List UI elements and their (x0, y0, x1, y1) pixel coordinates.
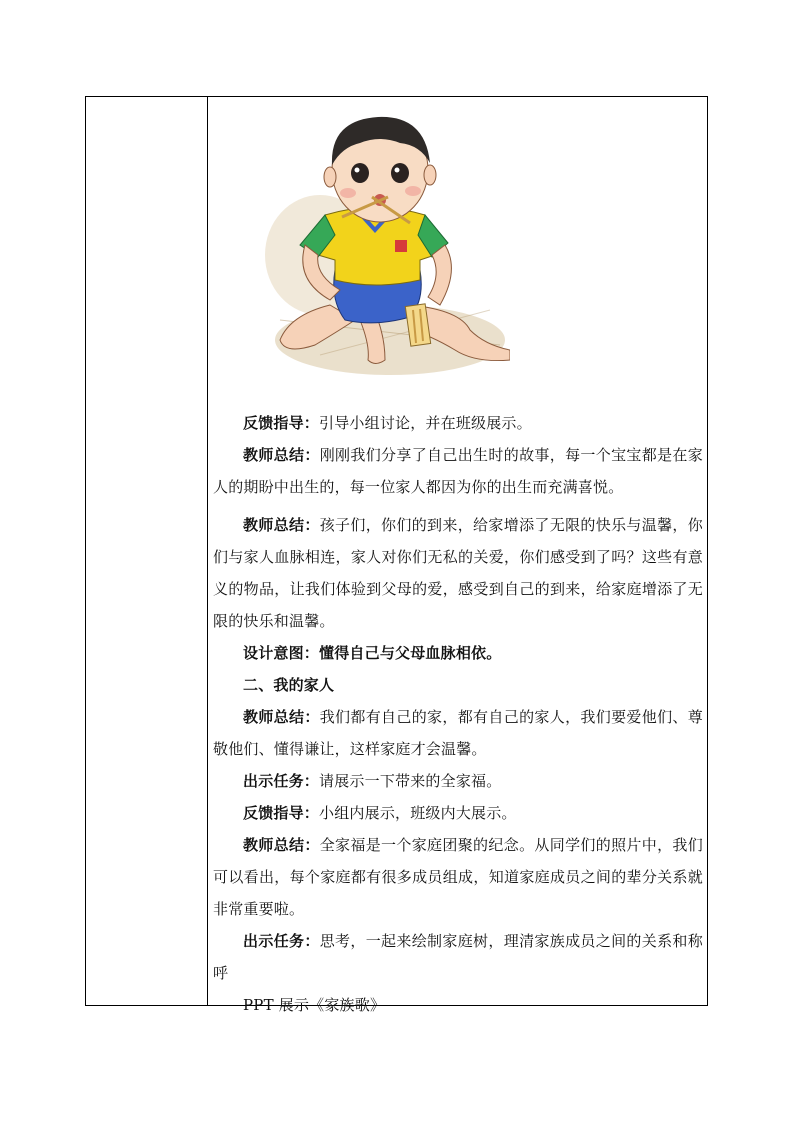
child-illustration (260, 105, 510, 375)
paragraph-task-1: 出示任务：请展示一下带来的全家福。 (243, 772, 502, 790)
paragraph-summary-1: 教师总结：刚刚我们分享了自己出生时的故事，每一个宝宝都是在家人的期盼中出生的，每一位家人都因为你的出生而充满喜悦。 (213, 446, 703, 496)
lesson-content (213, 407, 703, 1021)
table-left-column (86, 97, 208, 1005)
paragraph-feedback-1: 反馈指导：引导小组讨论，并在班级展示。 (243, 414, 532, 432)
lesson-table (85, 96, 708, 1014)
paragraph-feedback-2: 反馈指导：小组内展示，班级内大展示。 (243, 804, 517, 822)
paragraph-summary-4: 教师总结：全家福是一个家庭团聚的纪念。从同学们的照片中，我们可以看出，每个家庭都有很多成员组成，知道家庭成员之间的辈分关系就非常重要啦。 (213, 836, 703, 918)
paragraph-summary-2: 教师总结：孩子们，你们的到来，给家增添了无限的快乐与温馨，你们与家人血脉相连，家人对你们无私的关爱，你们感受到了吗？这些有意义的物品，让我们体验到父母的爱，感受到自己的到来，给家庭增添了无限的快乐和温馨。 (213, 516, 703, 630)
paragraph-summary-3: 教师总结：我们都有自己的家，都有自己的家人，我们要爱他们、尊敬他们、懂得谦让，这样家庭才会温馨。 (213, 708, 703, 758)
section-heading-my-family: 二、我的家人 (243, 676, 335, 694)
paragraph-design-intent: 设计意图：懂得自己与父母血脉相依。 (243, 644, 502, 662)
paragraph-ppt: PPT 展示《家族歌》 (243, 996, 386, 1014)
paragraph-task-2: 出示任务：思考，一起来绘制家庭树，理清家族成员之间的关系和称呼 (213, 932, 703, 982)
table-right-column (208, 97, 707, 1014)
